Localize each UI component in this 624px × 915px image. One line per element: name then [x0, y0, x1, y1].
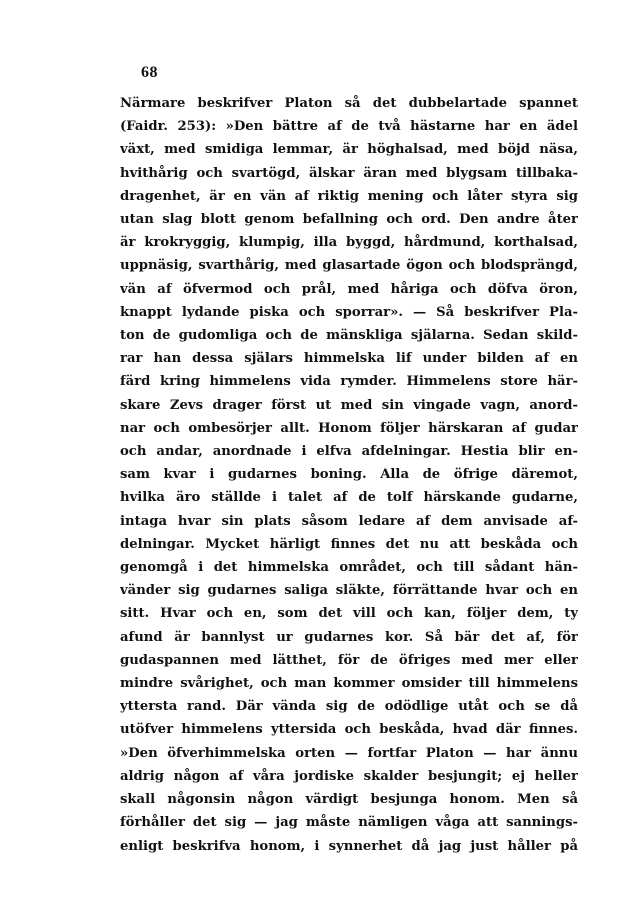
text-line: »Den öfverhimmelska orten — fortfar Platon — har ännu — [120, 745, 578, 761]
text-line: knappt lydande piska och sporrar». — Så beskrifver Pla- — [120, 304, 578, 320]
text-line: dragenhet, är en vän af riktig mening och låter styra sig — [120, 188, 578, 204]
text-line: sitt. Hvar och en, som det vill och kan, följer dem, ty — [120, 606, 578, 622]
text-line: är krokryggig, klumpig, illa byggd, hårdmund, korthalsad, — [120, 235, 578, 251]
text-line: delningar. Mycket härligt finnes det nu att beskåda och — [120, 536, 578, 552]
text-line: Närmare beskrifver Platon så det dubbelartade spannet — [120, 96, 578, 111]
text-line: färd kring himmelens vida rymder. Himmelens store här- — [120, 374, 578, 390]
text-line: vän af öfvermod och prål, med håriga och döfva öron, — [120, 281, 578, 297]
text-line: afund är bannlyst ur gudarnes kor. Så bär det af, för — [120, 629, 578, 645]
body-text — [120, 92, 578, 858]
text-line: yttersta rand. Där vända sig de odödlige utåt och se då — [120, 699, 578, 715]
text-line: skall någonsin någon värdigt besjunga honom. Men så — [120, 792, 578, 808]
text-line: uppnäsig, svarthårig, med glasartade ögon och blodsprängd, — [120, 258, 578, 274]
text-line: genomgå i det himmelska området, och till sådant hän- — [120, 560, 578, 576]
text-line: utan slag blott genom befallning och ord. Den andre åter — [120, 212, 578, 228]
text-line: gudaspannen med lätthet, för de öfriges med mer eller — [120, 652, 578, 668]
text-line: vänder sig gudarnes saliga släkte, förrättande hvar och en — [120, 583, 578, 599]
text-line: aldrig någon af våra jordiske skalder besjungit; ej heller — [120, 768, 578, 784]
text-line: förhåller det sig — jag måste nämligen våga att sannings- — [120, 815, 578, 831]
text-line: mindre svårighet, och man kommer omsider till himmelens — [120, 676, 578, 692]
text-line: utöfver himmelens yttersida och beskåda, hvad där finnes. — [120, 722, 578, 738]
text-line: sam kvar i gudarnes boning. Alla de öfrige däremot, — [120, 467, 578, 483]
text-line: växt, med smidiga lemmar, är höghalsad, med böjd näsa, — [120, 142, 578, 158]
text-line: skare Zevs drager först ut med sin vingade vagn, anord- — [120, 397, 578, 413]
text-line: (Faidr. 253): »Den bättre af de två hästarne har en ädel — [120, 119, 578, 135]
text-line: hvithårig och svartögd, älskar äran med blygsam tillbaka- — [120, 165, 578, 181]
text-line: ton de gudomliga och de mänskliga själarna. Sedan skild- — [120, 328, 578, 344]
text-line: hvilka äro ställde i talet af de tolf härskande gudarne, — [120, 490, 578, 506]
text-line: nar och ombesörjer allt. Honom följer härskaran af gudar — [120, 420, 578, 436]
text-line: enligt beskrifva honom, i synnerhet då jag just håller på — [120, 838, 578, 854]
text-line: intaga hvar sin plats såsom ledare af dem anvisade af- — [120, 513, 578, 529]
text-line: och andar, anordnade i elfva afdelningar. Hestia blir en- — [120, 444, 578, 460]
page-number: 68 — [141, 64, 158, 81]
text-line: rar han dessa själars himmelska lif under bilden af en — [120, 351, 578, 367]
